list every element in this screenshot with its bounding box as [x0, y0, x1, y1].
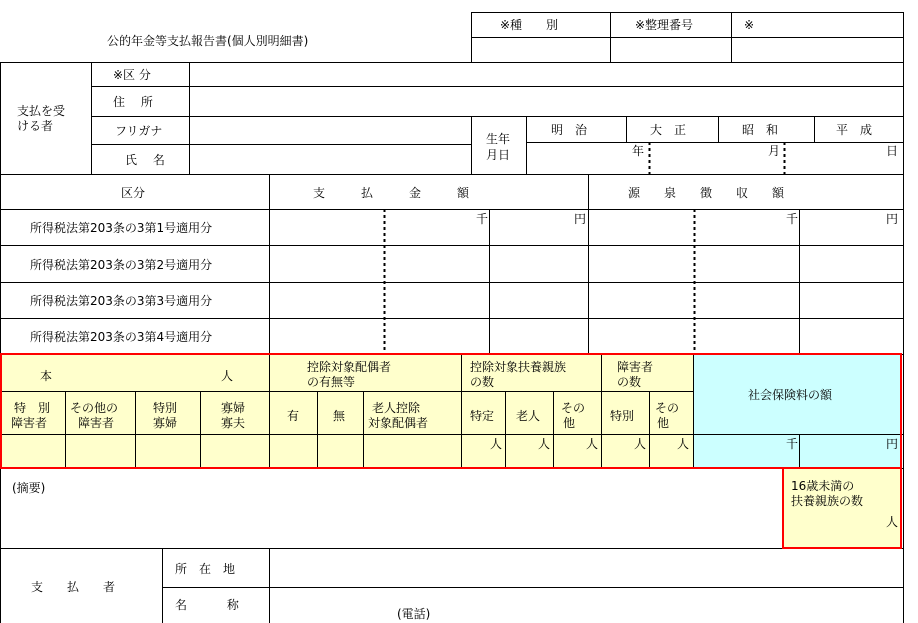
row-label-2: 所得税法第203条の3第2号適用分 [30, 258, 213, 272]
special-disabled-2: 障害者 [11, 416, 48, 430]
spouse-label-1: 控除対象配偶者 [307, 360, 392, 374]
payer-name-label: 名 称 [175, 598, 239, 612]
spouse-yes: 有 [287, 409, 300, 423]
furigana-label: フリガナ [115, 124, 163, 138]
withholding-thousand-unit: 千 [786, 212, 799, 226]
special-disabled-1: 特 別 [14, 401, 51, 415]
social-insurance-label: 社会保険料の額 [748, 388, 833, 402]
social-yen-unit: 円 [886, 437, 899, 451]
under16-label-1: 16歳未満の [791, 479, 855, 493]
remarks-label: (摘要) [12, 481, 46, 495]
day-unit: 日 [886, 144, 899, 158]
era-taisho: 大 正 [650, 123, 687, 137]
month-unit: 月 [768, 144, 781, 158]
row-label-1: 所得税法第203条の3第1号適用分 [30, 221, 213, 235]
address-label: 住 所 [113, 95, 153, 109]
elder-spouse-1: 老人控除 [372, 401, 421, 415]
payee-label-2: ける者 [17, 119, 54, 133]
special-widow-1: 特別 [153, 401, 178, 415]
other-disabled-2: 障害者 [78, 416, 115, 430]
dep-specific-unit: 人 [490, 437, 503, 451]
social-thousand-unit: 千 [786, 437, 799, 451]
note-mark: ※ [744, 18, 755, 32]
dependents-label-2: の数 [470, 375, 495, 389]
payer-label: 支 払 者 [31, 580, 116, 594]
era-heisei: 平 成 [836, 123, 873, 137]
era-showa: 昭 和 [742, 123, 779, 137]
ref-number-label: ※整理番号 [635, 18, 694, 32]
widow-1: 寡婦 [221, 401, 246, 415]
type-label: ※種 別 [500, 18, 559, 32]
dis-special: 特別 [610, 409, 635, 423]
spouse-label-2: の有無等 [307, 375, 356, 389]
dis-other-2: 他 [657, 416, 670, 430]
payee-label-1: 支払を受 [17, 104, 66, 118]
payer-location-label: 所 在 地 [175, 562, 236, 576]
amount-category-header: 区分 [121, 186, 146, 200]
dep-elder: 老人 [516, 409, 541, 423]
spouse-no: 無 [333, 409, 346, 423]
dep-specific: 特定 [470, 409, 495, 423]
under16-unit: 人 [886, 515, 899, 529]
dep-other-1: その [561, 401, 586, 415]
elder-spouse-2: 対象配偶者 [368, 416, 429, 430]
disabled-count-1: 障害者 [617, 360, 654, 374]
year-unit: 年 [632, 144, 645, 158]
under16-label-2: 扶養親族の数 [791, 494, 864, 508]
dependents-label-1: 控除対象扶養親族 [470, 360, 567, 374]
era-meiji: 明 治 [551, 123, 588, 137]
dep-elder-unit: 人 [538, 437, 551, 451]
payment-thousand-unit: 千 [476, 212, 489, 226]
withholding-yen-unit: 円 [886, 212, 899, 226]
dis-other-unit: 人 [677, 437, 690, 451]
other-disabled-1: その他の [70, 401, 119, 415]
dep-other-unit: 人 [586, 437, 599, 451]
form-title: 公的年金等支払報告書(個人別明細書) [107, 34, 309, 48]
row-label-4: 所得税法第203条の3第4号適用分 [30, 330, 213, 344]
name-label: 氏 名 [125, 153, 165, 167]
dis-special-unit: 人 [634, 437, 647, 451]
withholding-amount-header: 源 泉 徴 収 額 [628, 186, 785, 200]
payment-amount-header: 支 払 金 額 [313, 186, 470, 200]
category-label: ※区 分 [113, 68, 151, 82]
dis-other-1: その [655, 401, 680, 415]
widow-2: 寡夫 [221, 416, 246, 430]
row-label-3: 所得税法第203条の3第3号適用分 [30, 294, 213, 308]
special-widow-2: 寡婦 [153, 416, 178, 430]
self-label-1: 本 [40, 369, 53, 383]
disabled-count-2: の数 [617, 375, 642, 389]
birth-label-2: 月日 [486, 148, 511, 162]
self-label-2: 人 [221, 369, 234, 383]
payment-yen-unit: 円 [574, 212, 587, 226]
birth-label-1: 生年 [486, 132, 511, 146]
payer-phone-label: (電話) [397, 607, 431, 621]
dep-other-2: 他 [563, 416, 576, 430]
